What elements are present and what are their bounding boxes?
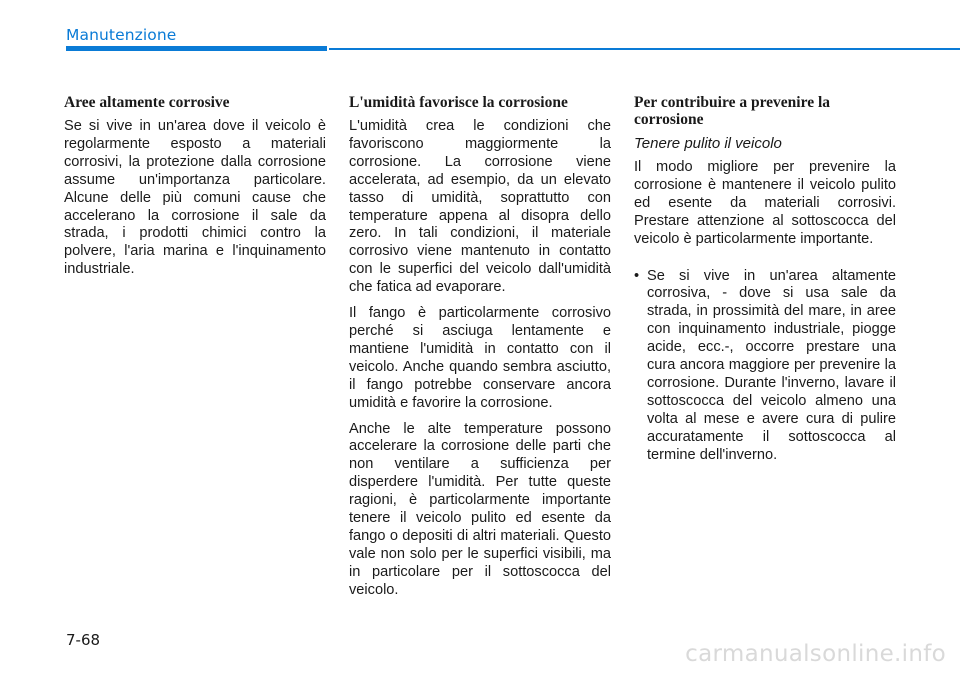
heading-humidity: L'umidità favorisce la corrosione (349, 94, 568, 111)
column-prevention (634, 94, 896, 465)
header-rule-thin (329, 48, 960, 50)
subheading-keep-clean: Tenere pulito il veicolo (634, 135, 782, 152)
paragraph: L'umidità crea le condizioni che favoriscono maggiormente la corrosione. La corrosione viene accelerata, ad esempio, da un elevato tasso di umidità, soprattutto con temperature appena al disopra dello zero. In tali condizioni, il materiale corrosivo viene mantenuto in contatto con le superfici del veicolo dall'umidità che fatica ad evaporare. (349, 118, 611, 296)
bullet-item (634, 268, 896, 465)
column-humidity (349, 94, 611, 608)
column-corrosive-areas (64, 94, 326, 287)
header-rule-thick (66, 46, 327, 51)
bullet-text: Se si vive in un'area altamente corrosiva, - dove si usa sale da strada, in prossimità del mare, in aree con inquinamento industriale, piogge acide, ecc.-, occorre prestare una cura ancora maggiore per prevenire la corrosione. Durante l'inverno, lavare il sottoscocca del veicolo almeno una volta al mese e avere cura di pulire accuratamente il sottoscocca al termine dell'inverno. (647, 267, 896, 463)
spacer (634, 257, 896, 268)
paragraph: Il fango è particolarmente corrosivo perché si asciuga lentamente e mantiene l'umidità in contatto con il veicolo. Anche quando sembra asciutto, il fango potrebbe conservare ancora umidità e favorire la corrosione. (349, 305, 611, 411)
paragraph: Anche le alte temperature possono accelerare la corrosione delle parti che non ventilare a sufficienza per disperdere l'umidità. Per tutte queste ragioni, è particolarmente importante tenere il veicolo pulito ed esente da fango o depositi di altri materiali. Questo vale non solo per le superfici visibili, ma in particolare per il sottoscocca del veicolo. (349, 420, 611, 598)
paragraph: Il modo migliore per prevenire la corrosione è mantenere il veicolo pulito ed esente da materiali corrosivi. Prestare attenzione al sottoscocca del veicolo è particolarmente importante. (634, 159, 896, 247)
watermark: carmanualsonline.info (685, 641, 946, 667)
heading-corrosive-areas: Aree altamente corrosive (64, 94, 230, 111)
paragraph: Se si vive in un'area dove il veicolo è regolarmente esposto a materiali corrosivi, la protezione dalla corrosione assume un'importanza particolare. Alcune delle più comuni cause che accelerano la corrosione il sale da strada, i prodotti chimici contro la polvere, l'aria marina e l'inquinamento industriale. (64, 118, 326, 278)
heading-prevention: Per contribuire a prevenire la corrosione (634, 94, 831, 128)
bullet-dot-icon: • (634, 267, 640, 284)
section-header: Manutenzione (66, 26, 177, 44)
page-number: 7-68 (66, 631, 101, 649)
